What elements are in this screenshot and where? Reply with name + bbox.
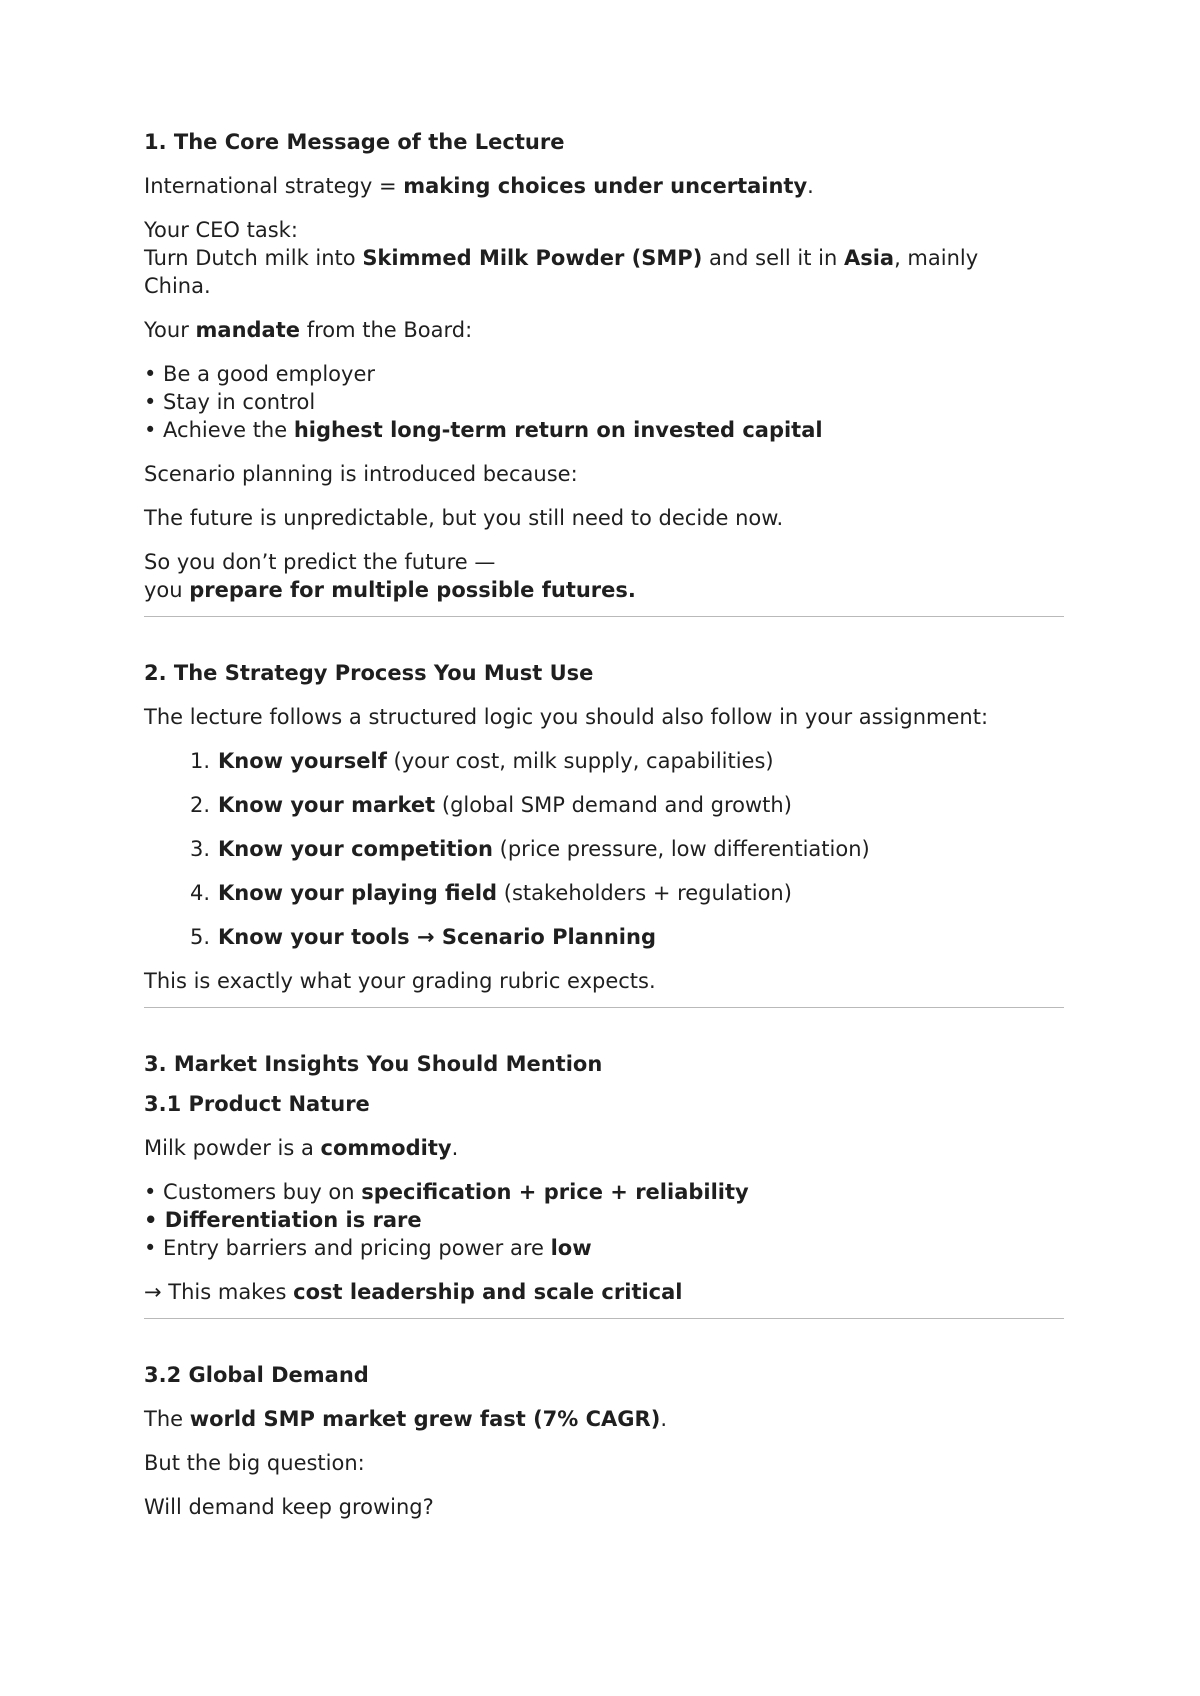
section-3-heading: 3. Market Insights You Should Mention: [144, 1052, 603, 1076]
market-bullet: • Entry barriers and pricing power are low: [144, 1236, 592, 1260]
list-item: 2. Know your market (global SMP demand and growth): [189, 793, 792, 817]
question-line: But the big question:: [144, 1451, 365, 1475]
list-item: 4. Know your playing field (stakeholders + regulation): [189, 881, 792, 905]
prepare-line: you prepare for multiple possible futures.: [144, 578, 636, 602]
intro-line: International strategy = making choices under uncertainty.: [144, 174, 814, 198]
section-2-heading: 2. The Strategy Process You Must Use: [144, 661, 594, 685]
rubric-line: This is exactly what your grading rubric expects.: [144, 969, 656, 993]
predict-line: So you don’t predict the future —: [144, 550, 496, 574]
market-growth-line: The world SMP market grew fast (7% CAGR).: [144, 1407, 668, 1431]
mandate-bullet: • Stay in control: [144, 390, 316, 414]
market-bullet: • Differentiation is rare: [144, 1208, 422, 1232]
subsection-3-2-heading: 3.2 Global Demand: [144, 1363, 369, 1387]
ceo-task-label: Your CEO task:: [144, 218, 298, 242]
future-line: The future is unpredictable, but you still need to decide now.: [144, 506, 784, 530]
subsection-3-1-heading: 3.1 Product Nature: [144, 1092, 370, 1116]
document-page: [144, 128, 1064, 1521]
list-item: 1. Know yourself (your cost, milk supply, capabilities): [189, 749, 774, 773]
demand-line: Will demand keep growing?: [144, 1495, 434, 1519]
mandate-bullet: • Achieve the highest long-term return on invested capital: [144, 418, 823, 442]
mandate-line: Your mandate from the Board:: [144, 318, 473, 342]
cost-leadership-line: → This makes cost leadership and scale critical: [144, 1280, 683, 1304]
commodity-line: Milk powder is a commodity.: [144, 1136, 459, 1160]
scenario-intro: Scenario planning is introduced because:: [144, 462, 578, 486]
mandate-bullet: • Be a good employer: [144, 362, 376, 386]
process-list: [144, 747, 1064, 951]
list-item: 5. Know your tools → Scenario Planning: [189, 925, 656, 949]
ceo-task-text: Turn Dutch milk into Skimmed Milk Powder (SMP) and sell it in Asia, mainly China.: [144, 246, 979, 298]
section-1-heading: 1. The Core Message of the Lecture: [144, 130, 565, 154]
process-intro: The lecture follows a structured logic you should also follow in your assignment:: [144, 705, 989, 729]
list-item: 3. Know your competition (price pressure, low differentiation): [189, 837, 870, 861]
market-bullet: • Customers buy on specification + price + reliability: [144, 1180, 749, 1204]
